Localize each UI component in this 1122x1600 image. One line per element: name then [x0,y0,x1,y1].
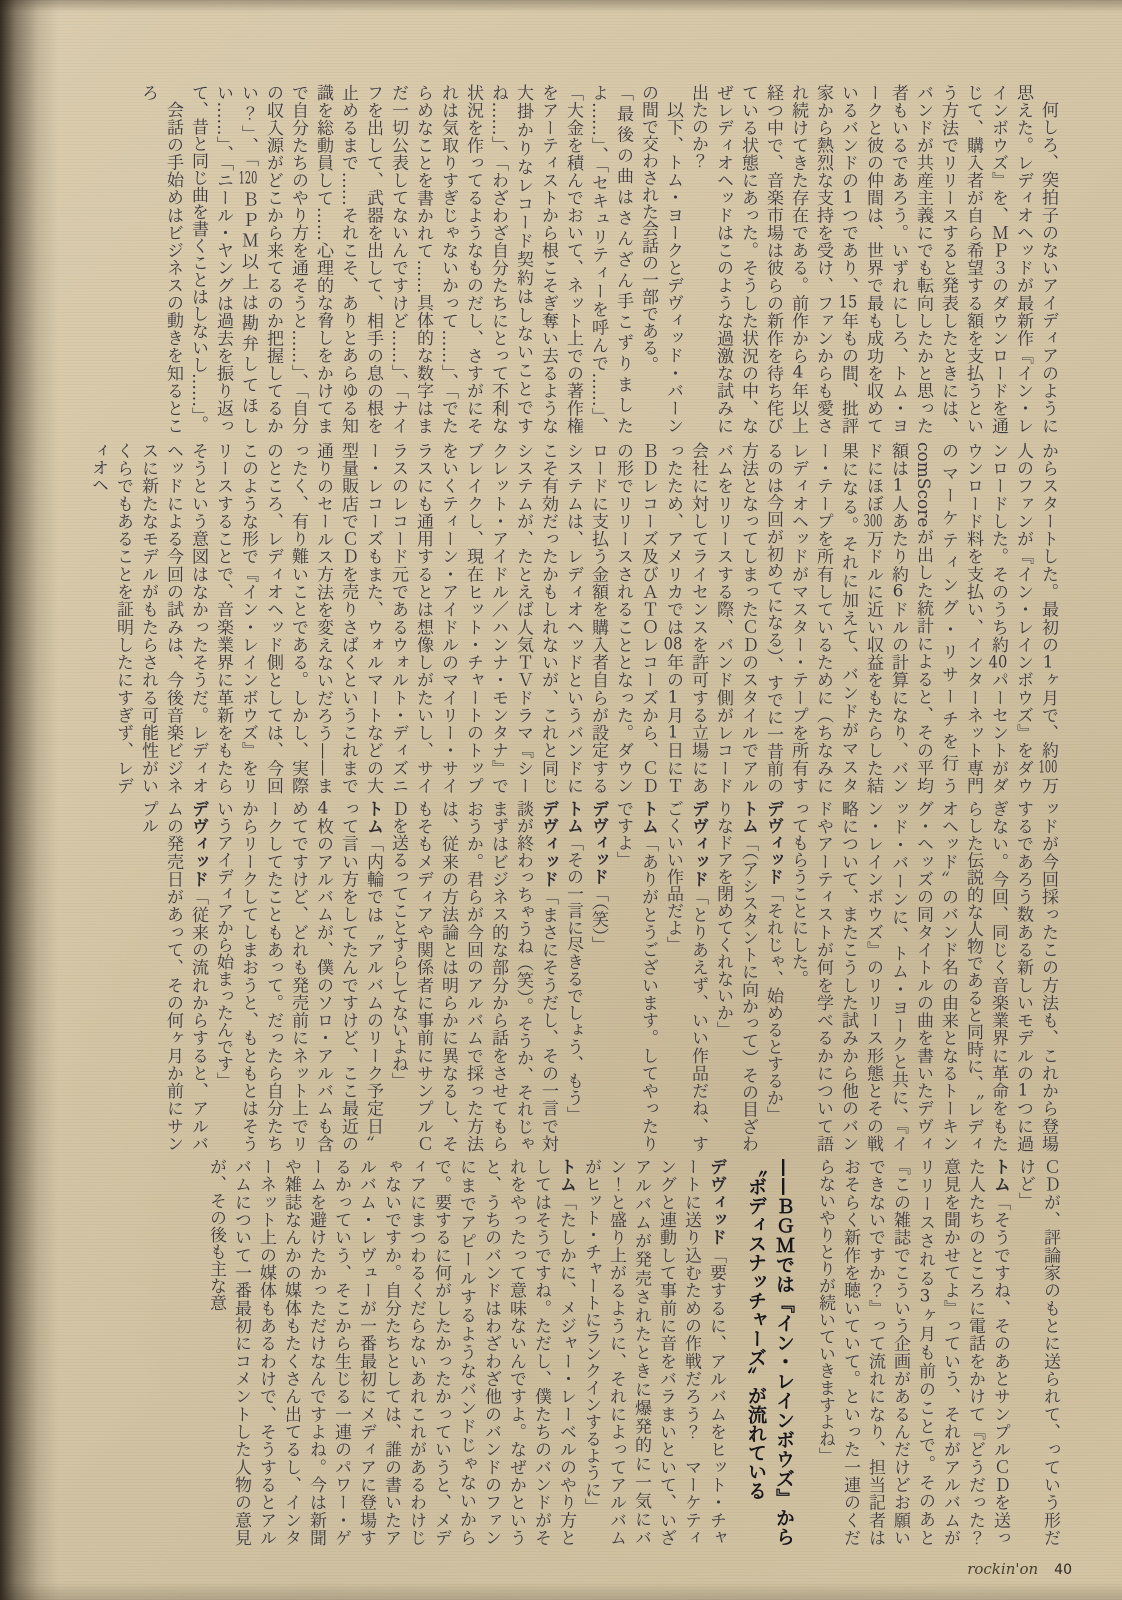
body-paragraph: 会話の手始めはビジネスの動きを知るところ [138,84,183,434]
numeral: 1 [667,724,679,742]
magazine-logo: rockin'on [967,1560,1039,1578]
article-text-band-3 [78,800,1060,1152]
numeral: 300 [863,512,883,530]
numeral: 15 [838,294,858,312]
page-number: 40 [1054,1562,1072,1578]
body-paragraph: 以下、トム・ヨークとデヴィッド・バーンの間で交わされた会話の一部である。 [638,84,683,434]
dialogue-paragraph: トム「（アシスタントに向かって）その目ざわりなドアを閉めてくれないか」 [713,800,758,1153]
body-paragraph: 「最後の曲はさんざん手こずりましたよ……」、「セキュリティーを呼んで……」、「大金を積んでおいて、ネット上での著作権をアーティストから根こそぎ奪い去るような大掛かりなレコード契約はしないことですね……」、「わざわざ自分たちにとって不利な状況を作ってるようなものだし、さすがにそれは気取りすぎじゃないかって……」、「でたらめなことを書かれて……具体的な数字はまだ一切公表してないんですけど……」、「ナイフを出して、武器を出して、相手の息の根を止めるまで……それこそ、ありとあらゆる知識を総動員して……心理的な脅しをかけてまで自分たちのやり方を通そうと……」、「自分の収入源がどこから来てるのか把握してるかい？」、「120ＢＰＭ以上は勘弁してほしい……」、「ニール・ヤングは過去を振り返って、昔と同じ曲を書くことはしないし……」。 [188,84,633,435]
speaker-name: デヴィッド [188,800,208,889]
dialogue-paragraph: デヴィッド「従来の流れからすると、アルバムの発売日があって、その何ヶ月か前にサンプル [138,800,208,1153]
body-paragraph: 何しろ、突拍子のないアイディアのように思えた。レディオヘッドが最新作『イン・レインボウズ』を、ＭＰ３のダウンロードを通じて、購入者が自ら希望する額を支払うという方法でリリースすると発表したときには、バンドが共産主義にでも転向したかと思った者もいるであろう。いずれにしろ、トム・ヨークと彼の仲間は、世界で最も成功を収めているバンドの1つであり、15年もの間、批評家から熱烈な支持を受け、ファンからも愛され続けてきた存在である。前作から4年以上経つ中で、音楽市場は彼らの新作を待ち侘びている状態にあった。そうした状況の中、なぜレディオヘッドはこのような過激な試みに出たのか？ [688,84,1058,435]
speaker-name: トム [990,1158,1010,1194]
page-footer [967,1560,1072,1578]
speaker-name: トム [563,800,583,834]
dialogue-paragraph: デヴィッド「要するに、アルバムをヒット・チャートに送り込むための作戦だろう？ マーケティングと連動して事前に音をバラまいといて、いざアルバムが発売されたときに爆発的に一気にバン！と盛り上がるように、それによってアルバムがヒット・チャートにランクインするように」 [581,1158,726,1547]
numeral: 4 [317,800,329,817]
dialogue-paragraph: トム「そうですね、そのあとサンプルＣＤを送った人たちのところに電話をかけて『どうだった？ 意見を聞かせてよ』っていう、それがアルバムがリリースされる3ヶ月も前のことで。そのあと『この雑誌でこういう企画があるんだけどお願いできないですか？』って流れになり、担当記者はおそらく新作を聴いていて。といった一連のくだらないやりとりが続いていきますよね」 [815,1158,1010,1563]
article-text-band-4 [74,1158,1062,1563]
body-paragraph: ＣＤが、評論家のもとに送られて、っていう形だけど」 [1015,1158,1060,1546]
speaker-name: トム [638,800,658,836]
numeral: 100 [1038,759,1058,777]
body-paragraph: からスタートした。最初の1ヶ月で、約100万人のファンが『イン・レインボウズ』をダウンロードした。そのうち約40パーセントがダウンロード料を支払い、インターネット専門のマーケティング・リサーチを行うcomScoreが出した統計によると、その平均額は1人あたり約6ドルの計算になり、バンドにほぼ300万ドルに近い収益をもたらした結果になる。それに加えて、バンドがマスター・テープを所有しているために（ちなみにレディオヘッドがマスター・テープを所有するのは今回が初めてになる）、すでに一昔前の方法となってしまったＣＤのスタイルでアルバムをリリースする際、バンド側がレコード会社に対してライセンスを許可する立場にあったため、アメリカでは08年の1月1日にＴＢＤレコーズ及びＡＴＯレコーズから、ＣＤの形でリリースされることとなった。ダウンロードに支払う金額を購入者自らが設定するシステムは、レディオヘッドというバンドにこそ有効だったかもしれないが、これと同じシステムが、たとえば人気ＴＶドラマ『シークレット・アイドル／ハンナ・モンタナ』でブレイクし、現在ヒット・チャートのトップをいくティーン・アイドルのマイリー・サイラスにも通用するとは想像しがたいし、サイラスのレコード元であるウォルト・ディズニー・レコーズもまた、ウォルマートなどの大型量販店でＣＤを売りさばくというこれまで通りのセールス方法を変えないだろう——まったく、有り難いことである。しかし、実際のところ、レディオヘッド側としては、今回このような形で『イン・レインボウズ』をリリースすることで、音楽業界に革新をもたらそうという意図はなかったそうだ。レディオヘッドによる今回の試みは、今後音楽ビジネスに新たなモデルがもたらされる可能性がいくらでもあることを証明したにすぎず、レディオヘ [88,442,1058,795]
dialogue-paragraph: デヴィッド「（笑）」 [588,800,608,953]
dialogue-paragraph: トム「ありがとうございます。してやったりですよ」 [613,800,658,1153]
numeral: 120 [238,169,258,187]
numeral: 1 [892,477,904,495]
dialogue-paragraph: トム「たしかに、メジャー・レーベルのやり方としてはそうですね。ただし、僕たちのバンドがそれをやったって意味ないんですよ。なぜかというと、うちのバンドはわざわざ他のバンドのファンにまでアピールするようなバンドじゃないからで。要するに何がしたかったかっていうと、メディアにまつわるくだらないあれこれがあるわけじゃないですか。自分たちとしては、誰の書いたアルバム・レヴューが一番最初にメディアに登場するかっていう、そこから生じる一連のパワー・ゲームを避けたかっただけなんですよね。今は新聞や雑誌なんかの媒体もたくさん出てるし、インターネット上の媒体もあるわけで、そうするとアルバムについて一番最初にコメントした人物の意見が、その後も主な意 [206,1158,576,1547]
numeral: 1 [667,688,679,706]
speaker-name: デヴィッド [763,800,783,885]
dialogue-paragraph: トム「その一言に尽きるでしょう、もう」 [563,800,583,1123]
speaker-name: デヴィッド [538,800,558,889]
dialogue-paragraph: デヴィッド「それじゃ、始めるとするか」 [763,800,783,1123]
speaker-name: デヴィッド [706,1158,726,1247]
dialogue-paragraph: デヴィッド「まさにそうだし、その一言で対談が終わっちゃうね（笑）。そうか、それじゃまずはビジネス的な部分から話をさせてもらおうか。君らが今回のアルバムで採った方法は、従来の方法論とは明らかに異なるし、そもそもメディアや関係者に事前にサンプルＣＤを送るってことすらしてないよね」 [388,800,558,1153]
dialogue-paragraph: デヴィッド「とりあえず、いい作品だね、すごくいい作品だよ」 [663,800,708,1153]
numeral: 1 [842,189,854,207]
numeral: 3 [919,1287,931,1305]
speaker-name: デヴィッド [688,800,708,889]
dialogue-paragraph: トム「内輪では〝アルバムのリーク予定日〟って言い方をしてたんですけど、ここ最近の4枚のアルバムが、僕のソロ・アルバムも含めてですけど、どれも発売前にネット上でリークしてたこともあって。だったら自分たちからリークしてしまおうと、もともとはそういうアイディアから始まったんです」 [213,800,383,1153]
numeral: 08 [663,635,683,653]
numeral: 4 [792,364,804,382]
numeral: 1 [1042,653,1054,671]
numeral: 6 [892,583,904,601]
speaker-name: トム [556,1158,576,1194]
numeral: 40 [988,653,1008,671]
speaker-name: デヴィッド [588,800,608,885]
speaker-name: トム [363,800,383,836]
article-text-band-1 [84,84,1060,434]
section-crosshead: ——ＢＧＭでは『イン・レインボウズ』から〝ボディスナッチャーズ〟が流れている [745,1158,795,1546]
numeral: 1 [1017,1082,1029,1100]
speaker-name: トム [738,800,758,835]
body-paragraph: ッドが今回採ったこの方法も、これから登場するであろう数ある新しいモデルの1つに過ぎない。今回、同じく音楽業界に革命をもたらした伝説的な人物であると同時に、〝レディオヘッド〟のバンド名の由来となるトーキング・ヘッズの同タイトルの曲を書いたデヴィッド・バーンに、トム・ヨークと共に、『イン・レインボウズ』のリリース形態とその戦略について、またこうした試みから他のバンドやアーティストが何を学べるかについて語ってもらうことにした。 [788,800,1058,1152]
article-text-band-2 [80,442,1060,794]
